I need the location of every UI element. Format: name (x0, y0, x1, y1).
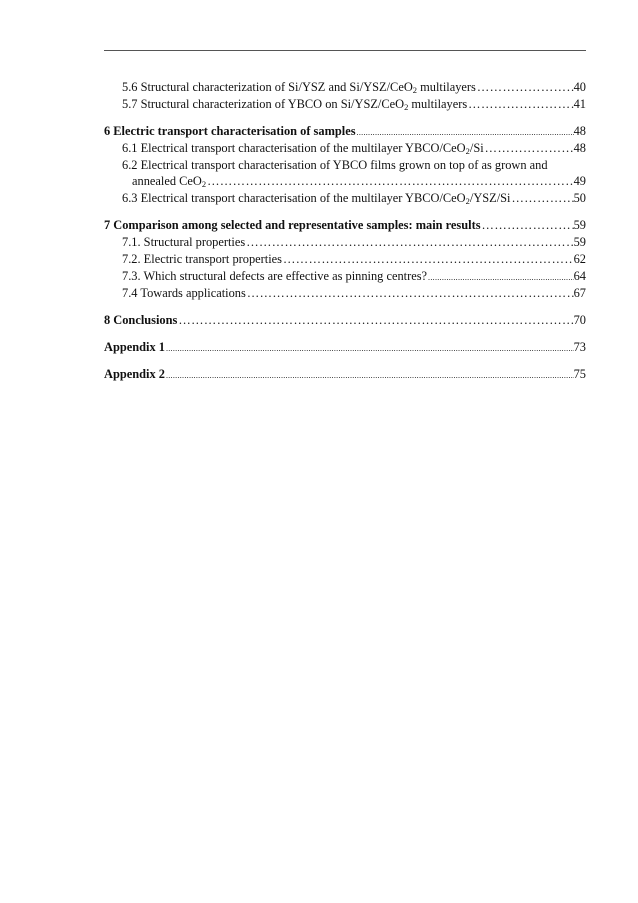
header-rule (104, 50, 586, 51)
toc-page-number: 70 (573, 313, 586, 327)
toc-entry-5-6[interactable] (122, 80, 586, 95)
toc-entry-6-3[interactable] (122, 191, 586, 206)
toc-page-number: 75 (573, 367, 586, 381)
leader-dots (356, 125, 574, 140)
toc-chapter-title: 8 Conclusions (104, 313, 178, 327)
toc-appendix-title: Appendix 2 (104, 367, 165, 381)
toc-entry-title: 7.3. Which structural defects are effective as pinning centres? (122, 269, 428, 283)
toc-page-number: 50 (573, 191, 586, 205)
toc-entry-7-1[interactable] (122, 235, 586, 250)
toc-entry-title: 6.1 Electrical transport characterisation of the multilayer YBCO/CeO$_2$/Si (122, 141, 484, 156)
toc-entry-7-4[interactable] (122, 286, 586, 301)
toc-entry-6-1[interactable] (122, 141, 586, 156)
leader-dots (245, 235, 573, 250)
toc-page-number: 40 (573, 80, 586, 94)
leader-dots (165, 341, 574, 356)
toc-chapter-8[interactable] (104, 313, 586, 328)
toc-entry-7-3[interactable] (122, 269, 586, 285)
toc-appendix-1[interactable] (104, 340, 586, 356)
toc-entry-7-2[interactable] (122, 252, 586, 267)
toc-page-number: 41 (573, 97, 586, 111)
leader-dots (282, 252, 574, 267)
toc-entry-6-2[interactable] (122, 158, 586, 173)
toc-page-number: 59 (573, 218, 586, 232)
toc-page-number: 73 (573, 340, 586, 354)
toc-entry-title: annealed CeO$_2$ (132, 174, 207, 189)
leader-dots (165, 368, 574, 383)
leader-dots (206, 174, 574, 189)
toc-page-number: 64 (573, 269, 586, 283)
toc-entry-title: 7.4 Towards applications (122, 286, 246, 300)
toc-entry-title: 7.1. Structural properties (122, 235, 246, 249)
toc-entry-5-7[interactable] (122, 97, 586, 112)
leader-dots (467, 97, 573, 112)
leader-dots (481, 218, 574, 233)
leader-dots (484, 141, 574, 156)
toc-entry-title: 5.7 Structural characterization of YBCO on Si/YSZ/CeO$_2$ multilayers (122, 97, 468, 112)
toc-page-number: 48 (573, 141, 586, 155)
leader-dots (476, 80, 574, 95)
leader-dots (427, 270, 574, 285)
toc-entry-title: 7.2. Electric transport properties (122, 252, 282, 266)
toc-page-number: 49 (573, 174, 586, 188)
toc-entry-title: 6.2 Electrical transport characterisation of YBCO films grown on top of as grown and (122, 158, 548, 172)
leader-dots (177, 313, 573, 328)
leader-dots (511, 191, 574, 206)
toc-chapter-6[interactable] (104, 124, 586, 140)
leader-dots (246, 286, 574, 301)
toc-page-number: 59 (573, 235, 586, 249)
toc-appendix-title: Appendix 1 (104, 340, 165, 354)
toc-page-number: 62 (573, 252, 586, 266)
toc-page-number: 48 (573, 124, 586, 138)
toc-page-number: 67 (573, 286, 586, 300)
toc-chapter-title: 6 Electric transport characterisation of samples (104, 124, 356, 138)
toc-entry-title: 6.3 Electrical transport characterisation of the multilayer YBCO/CeO$_2$/YSZ/Si (122, 191, 511, 206)
toc-chapter-7[interactable] (104, 218, 586, 233)
toc-chapter-title: 7 Comparison among selected and representative samples: main results (104, 218, 481, 232)
toc-appendix-2[interactable] (104, 367, 586, 383)
toc-entry-title: 5.6 Structural characterization of Si/YSZ and Si/YSZ/CeO$_2$ multilayers (122, 80, 476, 95)
toc-entry-6-2-continued[interactable] (132, 174, 586, 189)
